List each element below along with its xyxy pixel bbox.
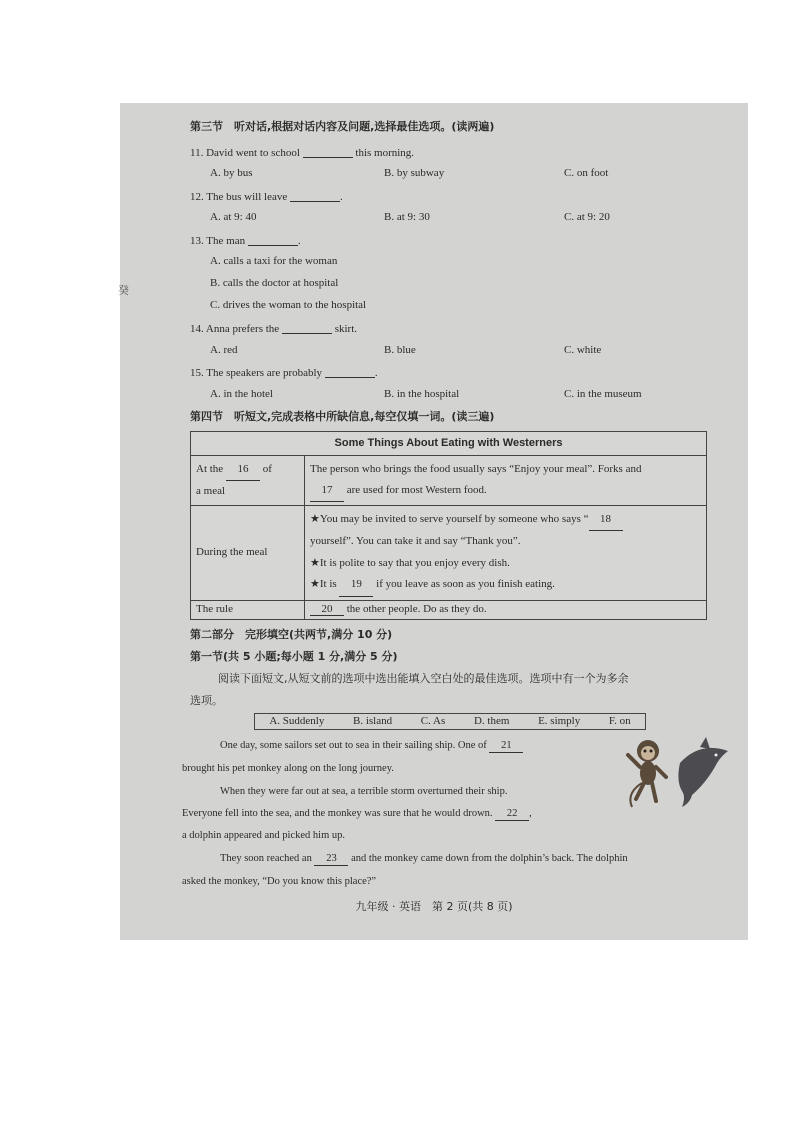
p2-text-b: Everyone fell into the sea, and the monkey was sure that he would drown. <box>182 808 493 819</box>
cloze-option-e: E. simply <box>538 715 581 727</box>
q14-stem-end: skirt. <box>334 323 358 335</box>
q12-option-b: B. at 9: 30 <box>384 211 430 223</box>
row2-content <box>305 505 707 600</box>
row1-label <box>191 456 305 506</box>
row2-line4-a: ★It is <box>310 578 337 591</box>
question-12 <box>190 191 343 203</box>
q14-option-c: C. white <box>564 344 602 356</box>
q14-stem: 14. Anna prefers the <box>190 323 280 335</box>
q13-option-b: B. calls the doctor at hospital <box>210 277 339 289</box>
row2-label: During the meal <box>191 505 305 600</box>
question-11 <box>190 147 414 159</box>
cloze-option-a: A. Suddenly <box>269 715 325 727</box>
q12-blank <box>290 191 340 202</box>
q14-blank <box>282 323 332 334</box>
blank-21: 21 <box>489 741 523 753</box>
question-13 <box>190 235 301 247</box>
passage-line: When they were far out at sea, a terrible storm overturned their ship. <box>220 786 508 797</box>
row2-line3: ★It is polite to say that you enjoy every dish. <box>310 556 510 569</box>
q13-option-a: A. calls a taxi for the woman <box>210 255 338 267</box>
q13-stem: 13. The man <box>190 235 246 247</box>
part2-subtitle: 第一节(共 5 小题;每小题 1 分,满分 5 分) <box>190 650 398 663</box>
row2-line1: ★You may be invited to serve yourself by someone who says “ <box>310 512 589 525</box>
row2-line4-b: if you leave as soon as you finish eating. <box>376 578 555 591</box>
blank-18: 18 <box>589 509 623 531</box>
section4-title: 第四节 听短文,完成表格中所缺信息,每空仅填一词。(读三遍) <box>190 410 495 423</box>
q11-stem-end: this morning. <box>355 147 415 159</box>
row1-label-a: At the <box>196 463 224 475</box>
passage-line: asked the monkey, “Do you know this place?” <box>182 876 377 887</box>
q14-option-a: A. red <box>210 344 238 356</box>
instruction-line1: 阅读下面短文,从短文前的选项中选出能填入空白处的最佳选项。选项中有一个为多余 <box>218 672 629 685</box>
cloze-option-f: F. on <box>608 715 631 727</box>
p1-text-a: One day, some sailors set out to sea in their sailing ship. One of <box>220 740 487 751</box>
q15-stem-end: . <box>374 367 378 379</box>
q11-stem: 11. David went to school <box>190 147 300 159</box>
blank-22: 22 <box>495 809 529 821</box>
q13-option-c: C. drives the woman to the hospital <box>210 299 367 311</box>
row3-content <box>305 600 707 619</box>
q12-stem-end: . <box>340 191 343 203</box>
blank-19: 19 <box>339 574 373 596</box>
cloze-option-d: D. them <box>473 715 510 727</box>
table-row <box>191 456 707 506</box>
q15-option-a: A. in the hotel <box>210 388 273 400</box>
cloze-option-b: B. island <box>353 715 393 727</box>
q13-stem-end: . <box>297 235 301 247</box>
table-row <box>191 600 707 619</box>
question-14 <box>190 323 357 335</box>
row2-line2: yourself”. You can take it and say “Thank you”. <box>310 535 521 548</box>
row1-content <box>305 456 707 506</box>
passage-line: a dolphin appeared and picked him up. <box>182 830 345 841</box>
listening-table <box>190 431 707 620</box>
passage-line: brought his pet monkey along on the long journey. <box>182 763 394 774</box>
part2-title: 第二部分 完形填空(共两节,满分 10 分) <box>190 628 393 641</box>
blank-20: 20 <box>310 604 344 616</box>
q14-option-b: B. blue <box>384 344 416 356</box>
q12-option-c: C. at 9: 20 <box>564 211 610 223</box>
row1-label-c: a meal <box>196 484 226 497</box>
q11-option-a: A. by bus <box>210 167 253 179</box>
row1-text-a: The person who brings the food usually says “Enjoy your meal”. Forks and <box>310 463 642 475</box>
row1-text-b: are used for most Western food. <box>346 483 487 496</box>
p3-text-b: and the monkey came down from the dolphin’s back. The dolphin <box>351 853 628 864</box>
instruction-line2: 选项。 <box>190 694 223 707</box>
q11-blank <box>303 147 353 158</box>
section3-title: 第三节 听对话,根据对话内容及问题,选择最佳选项。(读两遍) <box>190 120 495 133</box>
q13-blank <box>248 235 298 246</box>
p3-text-a: They soon reached an <box>220 853 312 864</box>
row3-text: the other people. Do as they do. <box>346 602 487 615</box>
q12-option-a: A. at 9: 40 <box>210 211 257 223</box>
table-header-row <box>191 432 707 456</box>
row3-label: The rule <box>191 600 305 619</box>
exam-page <box>120 103 748 940</box>
q11-option-c: C. on foot <box>564 167 609 179</box>
blank-23: 23 <box>314 854 348 866</box>
q15-blank <box>325 367 375 378</box>
margin-mark-icon: 癸 <box>118 284 129 297</box>
monkey-dolphin-illustration <box>620 733 740 813</box>
q15-option-c: C. in the museum <box>564 388 642 400</box>
q15-option-b: B. in the hospital <box>384 388 460 400</box>
blank-16: 16 <box>226 459 260 481</box>
page-footer: 九年级 · 英语 第 2 页(共 8 页) <box>355 900 513 913</box>
blank-17: 17 <box>310 480 344 502</box>
cloze-option-c: C. As <box>420 715 446 727</box>
cloze-options-box <box>254 713 646 730</box>
row1-label-b: of <box>262 463 272 475</box>
q11-option-b: B. by subway <box>384 167 445 179</box>
q12-stem: 12. The bus will leave <box>190 191 288 203</box>
question-15 <box>190 367 378 379</box>
q15-stem: 15. The speakers are probably <box>190 367 323 379</box>
passage-line <box>220 741 523 753</box>
monkey-icon <box>628 740 666 807</box>
passage-line: Everyone fell into the sea, and the monkey was sure that he would drown. 22 , <box>182 808 532 819</box>
table-row <box>191 505 707 600</box>
table-title: Some Things About Eating with Westerners <box>191 432 707 456</box>
passage-line <box>220 854 628 866</box>
dolphin-icon <box>678 737 728 807</box>
